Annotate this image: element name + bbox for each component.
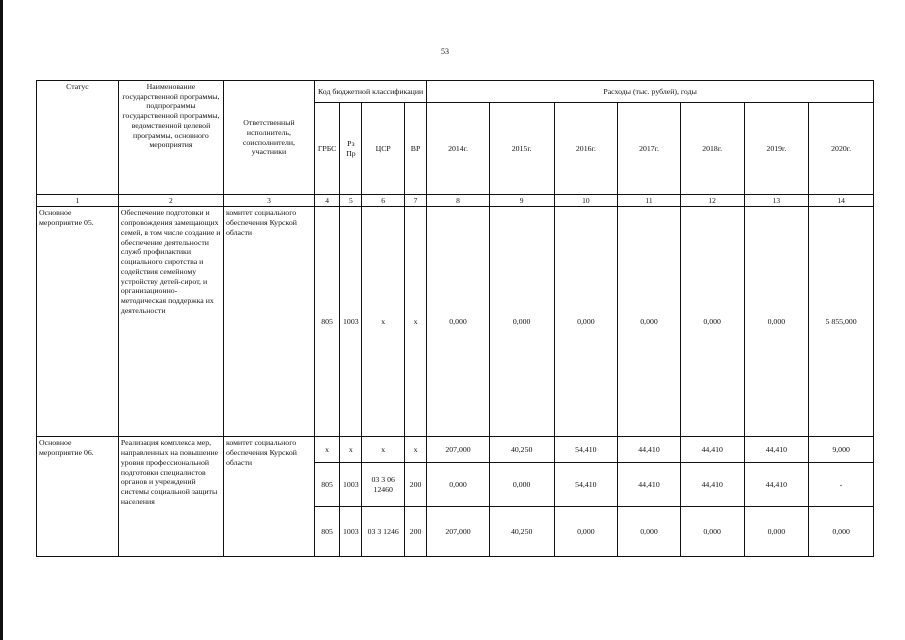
value-cell: 40,250 xyxy=(489,507,554,557)
value-cell: 0,000 xyxy=(489,463,554,507)
csr-cell: 03 3 1246 xyxy=(362,507,404,557)
value-cell: 0,000 xyxy=(489,207,554,437)
column-number: 4 xyxy=(314,195,339,207)
column-number: 13 xyxy=(744,195,809,207)
value-cell: 0,000 xyxy=(680,507,744,557)
value-cell: 207,000 xyxy=(427,507,490,557)
header-status: Статус xyxy=(37,81,119,195)
header-grbs: ГРБС xyxy=(314,103,339,195)
value-cell: 54,410 xyxy=(554,463,618,507)
header-row-1 xyxy=(37,81,874,103)
rzpr-cell: 1003 xyxy=(340,507,362,557)
grbs-cell: 805 xyxy=(314,463,339,507)
name-cell: Обеспечение подготовки и сопровождения замещающих семей, в том числе создание и обеспечение деятельности служб профилактики социального сиротства и содействия семейному устройству детей-сирот, и организационно-методическая поддержка их деятельности xyxy=(118,207,223,437)
column-number: 12 xyxy=(680,195,744,207)
value-cell: 0,000 xyxy=(427,463,490,507)
value-cell: 40,250 xyxy=(489,437,554,463)
header-year: 2018г. xyxy=(680,103,744,195)
grbs-cell: 805 xyxy=(314,507,339,557)
value-cell: 0,000 xyxy=(427,207,490,437)
column-number: 2 xyxy=(118,195,223,207)
value-cell: 0,000 xyxy=(744,207,809,437)
header-vr: ВР xyxy=(404,103,426,195)
table-row-measure-06-total xyxy=(37,437,874,463)
responsible-cell: комитет социального обеспечения Курской области xyxy=(223,207,314,437)
csr-cell: x xyxy=(362,207,404,437)
column-number: 3 xyxy=(223,195,314,207)
header-csr: ЦСР xyxy=(362,103,404,195)
column-number-row xyxy=(37,195,874,207)
value-cell: 44,410 xyxy=(744,437,809,463)
budget-table xyxy=(36,80,874,557)
header-budget-code: Код бюджетной классификации xyxy=(314,81,426,103)
value-cell: 5 855,000 xyxy=(809,207,874,437)
value-cell: 0,000 xyxy=(809,507,874,557)
column-number: 10 xyxy=(554,195,618,207)
value-cell: 0,000 xyxy=(554,207,618,437)
header-responsible: Ответственный исполнитель, соисполнители, участники xyxy=(223,81,314,195)
vr-cell: x xyxy=(404,437,426,463)
value-cell: - xyxy=(809,463,874,507)
value-cell: 0,000 xyxy=(618,207,681,437)
status-cell: Основное мероприятие 05. xyxy=(37,207,119,437)
name-cell: Реализация комплекса мер, направленных на повышение уровня профессиональной подготовки специалистов органов и учреждений системы социальной защиты населения xyxy=(118,437,223,557)
header-year: 2017г. xyxy=(618,103,681,195)
value-cell: 44,410 xyxy=(680,463,744,507)
column-number: 1 xyxy=(37,195,119,207)
page-left-edge xyxy=(0,0,3,640)
value-cell: 54,410 xyxy=(554,437,618,463)
column-number: 6 xyxy=(362,195,404,207)
value-cell: 0,000 xyxy=(680,207,744,437)
value-cell: 44,410 xyxy=(680,437,744,463)
rzpr-cell: x xyxy=(340,437,362,463)
header-year: 2014г. xyxy=(427,103,490,195)
column-number: 14 xyxy=(809,195,874,207)
value-cell: 207,000 xyxy=(427,437,490,463)
vr-cell: 200 xyxy=(404,507,426,557)
header-name: Наименование государственной программы, подпрограммы государственной программы, ведомственной целевой программы, основного мероприятия xyxy=(118,81,223,195)
value-cell: 9,000 xyxy=(809,437,874,463)
value-cell: 44,410 xyxy=(618,437,681,463)
grbs-cell: x xyxy=(314,437,339,463)
column-number: 8 xyxy=(427,195,490,207)
column-number: 9 xyxy=(489,195,554,207)
vr-cell: 200 xyxy=(404,463,426,507)
value-cell: 0,000 xyxy=(554,507,618,557)
column-number: 7 xyxy=(404,195,426,207)
responsible-cell: комитет социального обеспечения Курской области xyxy=(223,437,314,557)
column-number: 5 xyxy=(340,195,362,207)
value-cell: 44,410 xyxy=(618,463,681,507)
header-expenses: Расходы (тыс. рублей), годы xyxy=(427,81,874,103)
table-row-measure-05 xyxy=(37,207,874,437)
value-cell: 0,000 xyxy=(744,507,809,557)
status-cell: Основное мероприятие 06. xyxy=(37,437,119,557)
rzpr-cell: 1003 xyxy=(340,463,362,507)
value-cell: 0,000 xyxy=(618,507,681,557)
vr-cell: x xyxy=(404,207,426,437)
header-year: 2015г. xyxy=(489,103,554,195)
header-year: 2019г. xyxy=(744,103,809,195)
page-number: 53 xyxy=(441,47,449,56)
header-year: 2016г. xyxy=(554,103,618,195)
grbs-cell: 805 xyxy=(314,207,339,437)
csr-cell: 03 3 06 12460 xyxy=(362,463,404,507)
value-cell: 44,410 xyxy=(744,463,809,507)
header-year: 2020г. xyxy=(809,103,874,195)
header-rzpr: Рз Пр xyxy=(340,103,362,195)
column-number: 11 xyxy=(618,195,681,207)
csr-cell: x xyxy=(362,437,404,463)
rzpr-cell: 1003 xyxy=(340,207,362,437)
